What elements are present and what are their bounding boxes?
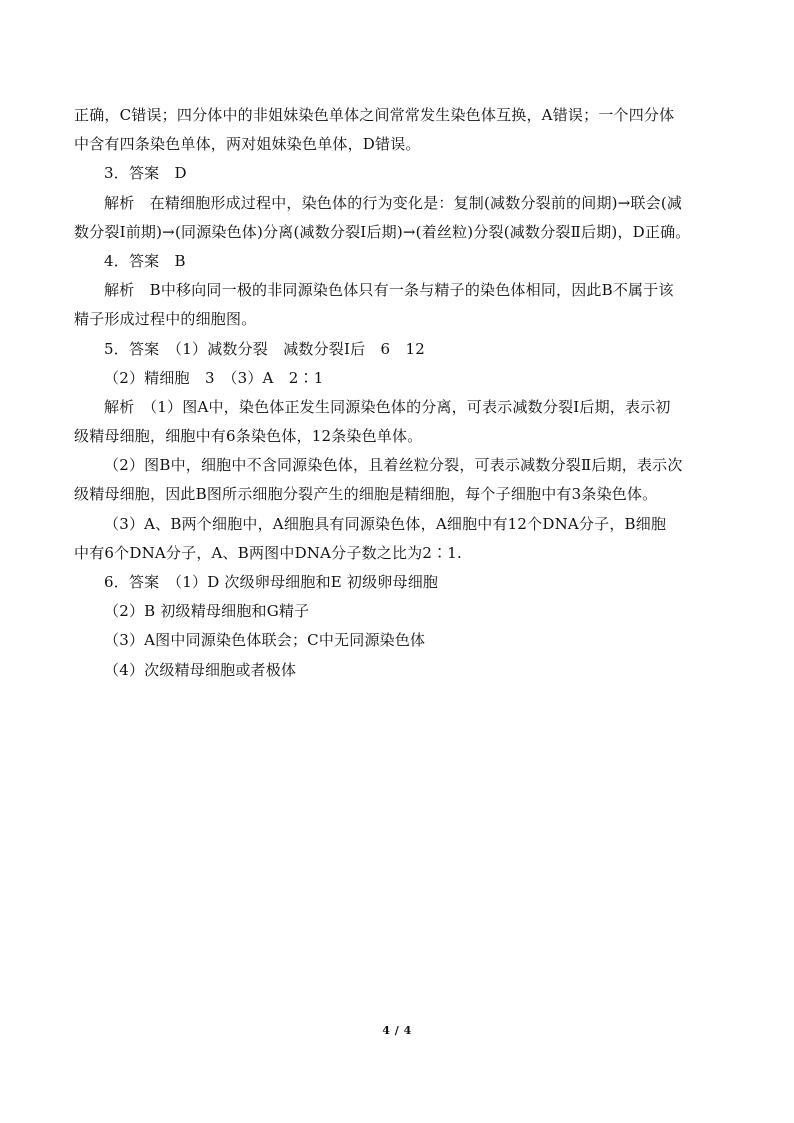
text-line: 中有6个DNA分子，A、B两图中DNA分子数之比为2∶1. [74,543,463,562]
answer-heading-3: 3．答案 D [104,164,187,183]
text-line: 级精母细胞，细胞中有6条染色体，12条染色单体。 [74,427,423,446]
text-line: 精子形成过程中的细胞图。 [74,310,257,329]
answer-subitem: （3）A图中同源染色体联会；C中无同源染色体 [104,631,426,650]
answer-heading-5: 5．答案 （1）减数分裂 减数分裂Ⅰ后 6 12 [104,339,425,358]
answer-subitem: （2）B 初级精母细胞和G精子 [104,602,310,621]
page-number: 4 / 4 [382,1024,412,1037]
answer-heading-6: 6．答案 （1）D 次级卵母细胞和E 初级卵母细胞 [104,573,439,591]
analysis-line: 解析 在精细胞形成过程中，染色体的行为变化是：复制(减数分裂前的间期)→联会(减 [104,193,683,212]
analysis-line: 解析 B中移向同一极的非同源染色体只有一条与精子的染色体相同，因此B不属于该 [104,281,674,300]
text-line: 级精母细胞，因此B图所示细胞分裂产生的细胞是精细胞，每个子细胞中有3条染色体。 [74,485,658,504]
answer-text-body [74,101,724,685]
text-line: 数分裂Ⅰ前期)→(同源染色体)分离(减数分裂Ⅰ后期)→(着丝粒)分裂(减数分裂Ⅱ后期)，D正确。 [74,222,691,241]
answer-subitem: （4）次级精母细胞或者极体 [104,660,297,679]
answer-subitem: （2）精细胞 3 （3）A 2∶1 [104,368,324,387]
answer-heading-4: 4．答案 B [104,251,186,270]
analysis-line: （2）图B中，细胞中不含同源染色体，且着丝粒分裂，可表示减数分裂Ⅱ后期，表示次 [104,456,683,475]
text-line: 正确，C错误；四分体中的非姐妹染色单体之间常常发生染色体互换，A错误；一个四分体 [74,106,675,124]
analysis-line: （3）A、B两个细胞中，A细胞具有同源染色体，A细胞中有12个DNA分子，B细胞 [104,514,667,533]
text-line: 中含有四条染色单体，两对姐妹染色单体，D错误。 [74,135,421,154]
analysis-line: 解析 （1）图A中，染色体正发生同源染色体的分离，可表示减数分裂Ⅰ后期，表示初 [104,397,671,416]
